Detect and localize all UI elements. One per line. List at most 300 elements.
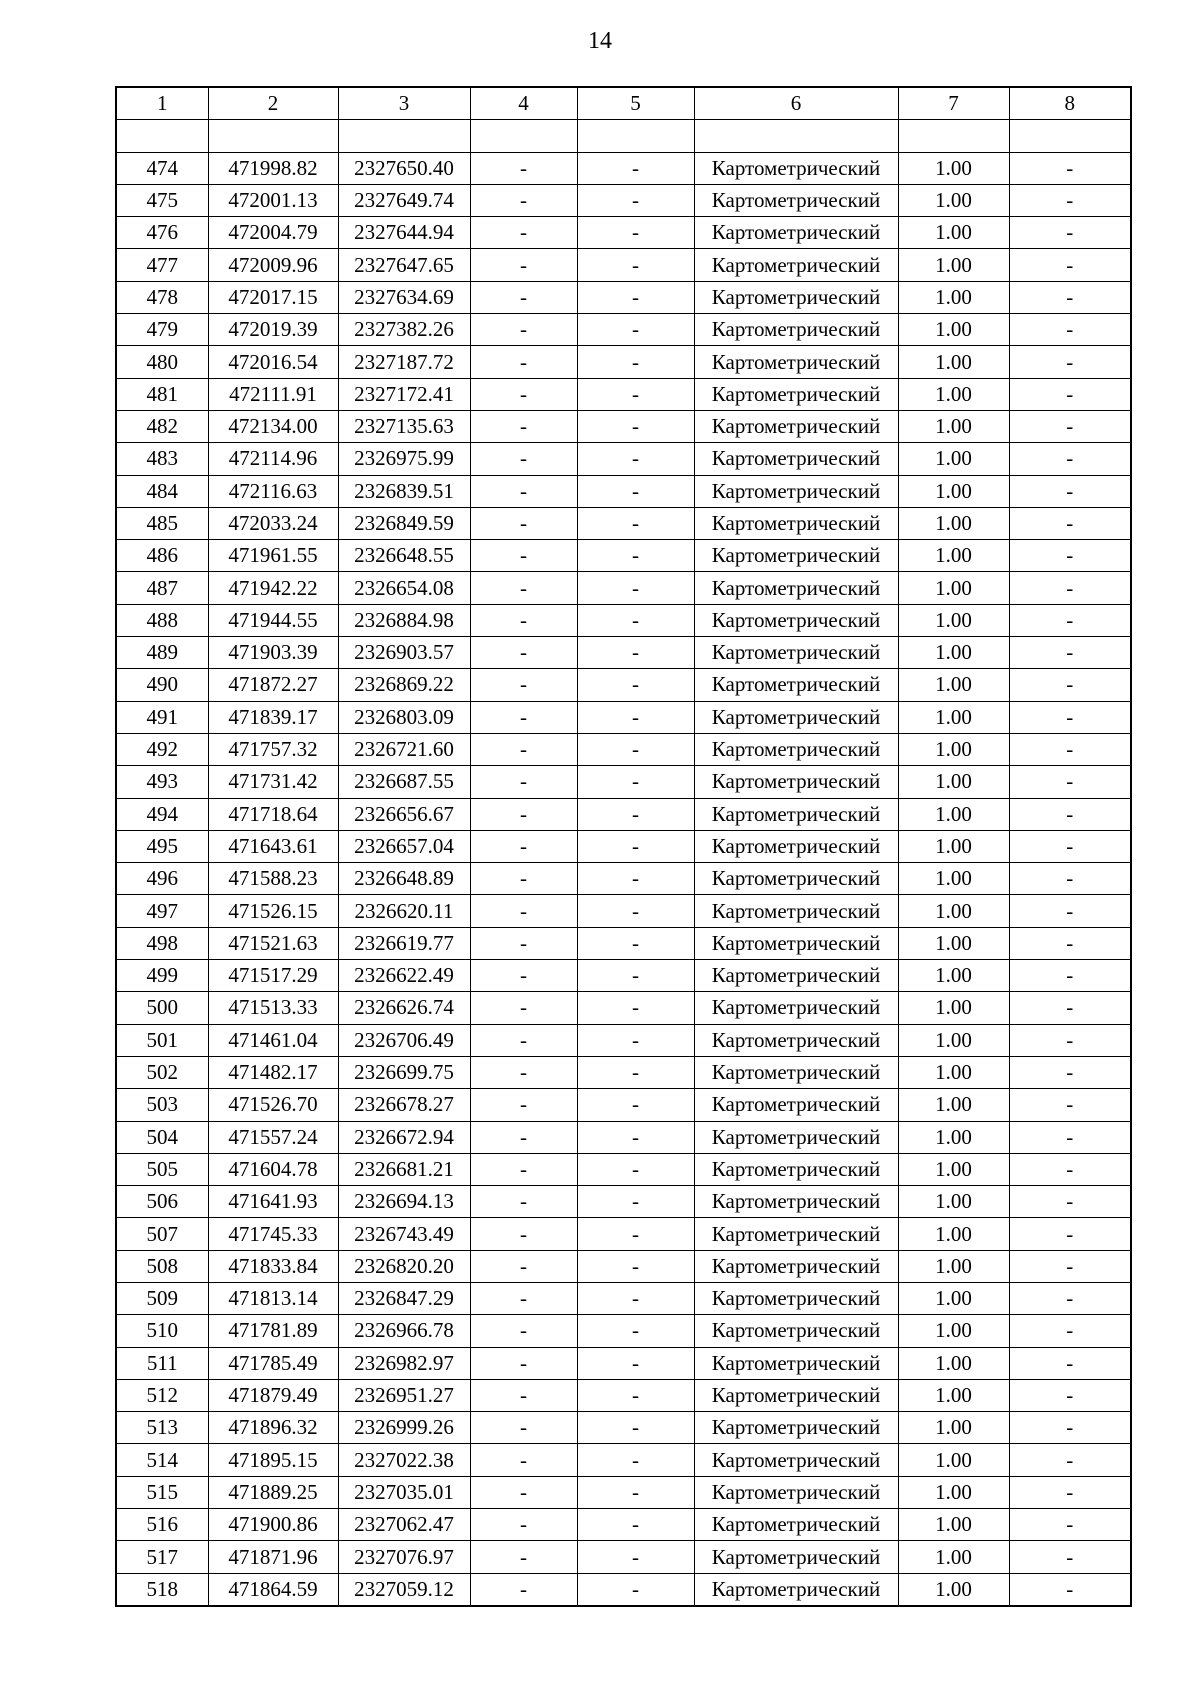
table-cell: 475 <box>116 184 208 216</box>
table-row <box>116 1153 1131 1185</box>
table-row <box>116 475 1131 507</box>
column-header: 8 <box>1009 87 1131 120</box>
table-row <box>116 701 1131 733</box>
table-cell: - <box>470 895 577 927</box>
column-header: 2 <box>208 87 338 120</box>
table-cell: 2327059.12 <box>338 1573 470 1606</box>
table-cell: - <box>470 992 577 1024</box>
table-cell: - <box>470 960 577 992</box>
table-cell: 2326654.08 <box>338 572 470 604</box>
table-cell: - <box>1009 217 1131 249</box>
table-cell: - <box>577 378 694 410</box>
table-cell: - <box>1009 475 1131 507</box>
table-cell: - <box>470 1444 577 1476</box>
table-cell: 2327172.41 <box>338 378 470 410</box>
table-cell: - <box>577 1379 694 1411</box>
table-cell: - <box>1009 1121 1131 1153</box>
table-cell: 471641.93 <box>208 1186 338 1218</box>
table-cell: 1.00 <box>898 830 1009 862</box>
table-cell: 471889.25 <box>208 1476 338 1508</box>
table-cell: - <box>1009 1509 1131 1541</box>
table-cell: - <box>577 960 694 992</box>
table-cell: 1.00 <box>898 152 1009 184</box>
table-cell: - <box>470 604 577 636</box>
table-cell: Картометрический <box>694 1573 898 1606</box>
empty-row <box>116 120 1131 152</box>
table-cell: 1.00 <box>898 475 1009 507</box>
table-cell: 1.00 <box>898 798 1009 830</box>
table-cell: - <box>577 1186 694 1218</box>
table-cell: 1.00 <box>898 346 1009 378</box>
table-cell: 1.00 <box>898 1056 1009 1088</box>
table-cell: - <box>1009 410 1131 442</box>
table-cell: - <box>577 798 694 830</box>
table-cell: Картометрический <box>694 152 898 184</box>
table-cell: - <box>577 733 694 765</box>
table-cell: 471482.17 <box>208 1056 338 1088</box>
table-cell: 1.00 <box>898 1121 1009 1153</box>
table-cell: 484 <box>116 475 208 507</box>
table-cell: Картометрический <box>694 1282 898 1314</box>
table-cell: 471871.96 <box>208 1541 338 1573</box>
table-cell: 501 <box>116 1024 208 1056</box>
table-cell: Картометрический <box>694 1476 898 1508</box>
table-cell: 502 <box>116 1056 208 1088</box>
table-cell: - <box>1009 604 1131 636</box>
table-cell: 2326839.51 <box>338 475 470 507</box>
table-cell: Картометрический <box>694 1315 898 1347</box>
table-cell: 2326699.75 <box>338 1056 470 1088</box>
table-cell: - <box>577 249 694 281</box>
table-cell: - <box>577 1347 694 1379</box>
table-cell: 492 <box>116 733 208 765</box>
table-cell: - <box>470 1412 577 1444</box>
table-cell: 2326820.20 <box>338 1250 470 1282</box>
empty-cell <box>1009 120 1131 152</box>
table-cell: Картометрический <box>694 733 898 765</box>
table-row <box>116 1347 1131 1379</box>
table-cell: - <box>1009 1412 1131 1444</box>
table-cell: 1.00 <box>898 733 1009 765</box>
empty-cell <box>577 120 694 152</box>
table-body <box>116 152 1131 1606</box>
table-cell: 471513.33 <box>208 992 338 1024</box>
table-row <box>116 1282 1131 1314</box>
table-row <box>116 410 1131 442</box>
table-cell: - <box>1009 1218 1131 1250</box>
table-cell: 491 <box>116 701 208 733</box>
table-cell: 504 <box>116 1121 208 1153</box>
table-cell: - <box>1009 281 1131 313</box>
table-row <box>116 733 1131 765</box>
table-cell: - <box>577 1573 694 1606</box>
table-cell: - <box>470 572 577 604</box>
table-cell: - <box>1009 830 1131 862</box>
table-cell: 497 <box>116 895 208 927</box>
table-cell: 2327022.38 <box>338 1444 470 1476</box>
table-cell: 486 <box>116 540 208 572</box>
table-cell: - <box>470 637 577 669</box>
table-cell: 1.00 <box>898 960 1009 992</box>
table-cell: 509 <box>116 1282 208 1314</box>
table-cell: - <box>577 1541 694 1573</box>
table-cell: - <box>577 1444 694 1476</box>
table-cell: - <box>1009 895 1131 927</box>
table-cell: - <box>577 1153 694 1185</box>
table-cell: 471757.32 <box>208 733 338 765</box>
table-cell: 483 <box>116 443 208 475</box>
table-cell: - <box>470 507 577 539</box>
table-cell: Картометрический <box>694 314 898 346</box>
table-cell: 1.00 <box>898 249 1009 281</box>
header-row <box>116 87 1131 120</box>
table-cell: - <box>1009 1315 1131 1347</box>
table-cell: 2326721.60 <box>338 733 470 765</box>
table-cell: 471781.89 <box>208 1315 338 1347</box>
table-cell: Картометрический <box>694 249 898 281</box>
table-cell: 1.00 <box>898 1444 1009 1476</box>
table-row <box>116 540 1131 572</box>
table-cell: - <box>470 1056 577 1088</box>
table-row <box>116 798 1131 830</box>
table-cell: 1.00 <box>898 1509 1009 1541</box>
table-cell: - <box>1009 152 1131 184</box>
table-cell: - <box>470 1121 577 1153</box>
table-cell: - <box>470 798 577 830</box>
table-cell: - <box>577 572 694 604</box>
table-cell: 2326648.89 <box>338 863 470 895</box>
table-cell: 482 <box>116 410 208 442</box>
table-cell: - <box>577 281 694 313</box>
table-cell: 472019.39 <box>208 314 338 346</box>
table-cell: - <box>577 1509 694 1541</box>
table-row <box>116 1024 1131 1056</box>
table-cell: Картометрический <box>694 281 898 313</box>
table-cell: - <box>1009 1024 1131 1056</box>
table-cell: 471461.04 <box>208 1024 338 1056</box>
table-cell: - <box>470 443 577 475</box>
table-cell: Картометрический <box>694 1153 898 1185</box>
table-cell: Картометрический <box>694 475 898 507</box>
table-cell: 516 <box>116 1509 208 1541</box>
table-cell: 477 <box>116 249 208 281</box>
table-cell: 2326884.98 <box>338 604 470 636</box>
table-cell: 2326648.55 <box>338 540 470 572</box>
table-row <box>116 507 1131 539</box>
table-cell: - <box>470 863 577 895</box>
table-cell: 471731.42 <box>208 766 338 798</box>
table-cell: 2327647.65 <box>338 249 470 281</box>
table-cell: - <box>470 1153 577 1185</box>
table-cell: - <box>577 1315 694 1347</box>
table-cell: 476 <box>116 217 208 249</box>
table-row <box>116 1186 1131 1218</box>
table-row <box>116 960 1131 992</box>
table-cell: 2327634.69 <box>338 281 470 313</box>
table-row <box>116 1315 1131 1347</box>
table-cell: - <box>1009 1444 1131 1476</box>
table-cell: 471839.17 <box>208 701 338 733</box>
table-cell: 2326803.09 <box>338 701 470 733</box>
table-cell: 500 <box>116 992 208 1024</box>
table-cell: 2326687.55 <box>338 766 470 798</box>
table-cell: 499 <box>116 960 208 992</box>
table-cell: - <box>470 1282 577 1314</box>
table-cell: - <box>1009 443 1131 475</box>
table-row <box>116 1573 1131 1606</box>
table-row <box>116 249 1131 281</box>
table-cell: 2327650.40 <box>338 152 470 184</box>
table-cell: 472114.96 <box>208 443 338 475</box>
table-cell: 2326672.94 <box>338 1121 470 1153</box>
table-cell: 1.00 <box>898 378 1009 410</box>
table-cell: 515 <box>116 1476 208 1508</box>
table-cell: - <box>577 152 694 184</box>
table-cell: Картометрический <box>694 1347 898 1379</box>
table-cell: - <box>470 766 577 798</box>
column-header: 1 <box>116 87 208 120</box>
table-cell: 472001.13 <box>208 184 338 216</box>
table-cell: 1.00 <box>898 637 1009 669</box>
table-cell: 505 <box>116 1153 208 1185</box>
table-cell: 472009.96 <box>208 249 338 281</box>
table-cell: - <box>577 927 694 959</box>
table-cell: 472016.54 <box>208 346 338 378</box>
table-cell: - <box>1009 1056 1131 1088</box>
table-row <box>116 314 1131 346</box>
table-cell: 2326951.27 <box>338 1379 470 1411</box>
table-cell: - <box>470 1315 577 1347</box>
table-cell: 478 <box>116 281 208 313</box>
table-cell: - <box>577 1476 694 1508</box>
table-row <box>116 637 1131 669</box>
table-cell: 1.00 <box>898 1250 1009 1282</box>
table-cell: 488 <box>116 604 208 636</box>
table-cell: 1.00 <box>898 443 1009 475</box>
table-cell: 481 <box>116 378 208 410</box>
table-cell: - <box>470 410 577 442</box>
table-cell: Картометрический <box>694 960 898 992</box>
table-cell: - <box>577 540 694 572</box>
table-cell: - <box>470 314 577 346</box>
table-cell: - <box>577 507 694 539</box>
table-cell: - <box>1009 572 1131 604</box>
table-cell: - <box>577 1282 694 1314</box>
table-cell: Картометрический <box>694 378 898 410</box>
table-cell: 2326626.74 <box>338 992 470 1024</box>
table-cell: 514 <box>116 1444 208 1476</box>
table-cell: - <box>577 895 694 927</box>
empty-cell <box>898 120 1009 152</box>
table-row <box>116 152 1131 184</box>
table-cell: Картометрический <box>694 410 898 442</box>
table-cell: Картометрический <box>694 1056 898 1088</box>
table-cell: - <box>577 637 694 669</box>
table-cell: Картометрический <box>694 830 898 862</box>
table-cell: - <box>470 540 577 572</box>
table-cell: 472116.63 <box>208 475 338 507</box>
table-cell: 471961.55 <box>208 540 338 572</box>
table-cell: - <box>470 346 577 378</box>
table-cell: - <box>577 1056 694 1088</box>
table-cell: 471588.23 <box>208 863 338 895</box>
table-cell: 2327062.47 <box>338 1509 470 1541</box>
table-cell: Картометрический <box>694 1412 898 1444</box>
table-cell: 2326657.04 <box>338 830 470 862</box>
table-cell: 1.00 <box>898 410 1009 442</box>
table-cell: - <box>577 217 694 249</box>
table-cell: - <box>470 475 577 507</box>
table-cell: - <box>470 1347 577 1379</box>
column-header: 6 <box>694 87 898 120</box>
table-cell: 1.00 <box>898 540 1009 572</box>
table-cell: 508 <box>116 1250 208 1282</box>
table-cell: - <box>577 1121 694 1153</box>
table-cell: 2327187.72 <box>338 346 470 378</box>
table-cell: Картометрический <box>694 604 898 636</box>
table-cell: Картометрический <box>694 798 898 830</box>
table-cell: 471900.86 <box>208 1509 338 1541</box>
table-cell: - <box>577 830 694 862</box>
table-cell: 512 <box>116 1379 208 1411</box>
table-cell: Картометрический <box>694 895 898 927</box>
table-cell: - <box>577 669 694 701</box>
table-cell: - <box>1009 1573 1131 1606</box>
table-cell: 471813.14 <box>208 1282 338 1314</box>
table-cell: 1.00 <box>898 1218 1009 1250</box>
table-row <box>116 927 1131 959</box>
table-row <box>116 604 1131 636</box>
table-cell: - <box>470 249 577 281</box>
table-cell: 1.00 <box>898 1089 1009 1121</box>
column-header: 3 <box>338 87 470 120</box>
table-cell: Картометрический <box>694 443 898 475</box>
table-cell: 511 <box>116 1347 208 1379</box>
table-row <box>116 1509 1131 1541</box>
table-row <box>116 1089 1131 1121</box>
empty-cell <box>116 120 208 152</box>
table-cell: Картометрический <box>694 1541 898 1573</box>
table-cell: - <box>470 927 577 959</box>
table-cell: 472033.24 <box>208 507 338 539</box>
table-cell: 480 <box>116 346 208 378</box>
table-cell: - <box>1009 378 1131 410</box>
table-row <box>116 1250 1131 1282</box>
table-cell: - <box>1009 184 1131 216</box>
table-cell: 472111.91 <box>208 378 338 410</box>
table-cell: - <box>470 1218 577 1250</box>
empty-cell <box>470 120 577 152</box>
table-cell: - <box>470 217 577 249</box>
table-cell: Картометрический <box>694 1444 898 1476</box>
table-cell: 1.00 <box>898 1282 1009 1314</box>
table-cell: - <box>1009 1379 1131 1411</box>
table-cell: 2326847.29 <box>338 1282 470 1314</box>
table-cell: 2326619.77 <box>338 927 470 959</box>
table-cell: - <box>1009 314 1131 346</box>
table-row <box>116 1379 1131 1411</box>
table-cell: 518 <box>116 1573 208 1606</box>
table-cell: 1.00 <box>898 766 1009 798</box>
table-row <box>116 346 1131 378</box>
table-cell: 1.00 <box>898 992 1009 1024</box>
table-cell: - <box>1009 669 1131 701</box>
table-cell: Картометрический <box>694 1218 898 1250</box>
table-cell: - <box>1009 540 1131 572</box>
table-cell: - <box>470 1089 577 1121</box>
table-cell: - <box>470 1379 577 1411</box>
table-cell: - <box>470 701 577 733</box>
table-cell: Картометрический <box>694 1509 898 1541</box>
table-cell: - <box>470 669 577 701</box>
table-cell: 1.00 <box>898 1315 1009 1347</box>
table-cell: Картометрический <box>694 540 898 572</box>
table-cell: 2326656.67 <box>338 798 470 830</box>
table-cell: 1.00 <box>898 604 1009 636</box>
page-number: 14 <box>588 28 612 54</box>
table-cell: - <box>1009 701 1131 733</box>
table-cell: 485 <box>116 507 208 539</box>
coordinates-table <box>115 86 1132 1607</box>
table-cell: - <box>577 346 694 378</box>
table-cell: 1.00 <box>898 669 1009 701</box>
table-cell: 1.00 <box>898 927 1009 959</box>
table-cell: 1.00 <box>898 863 1009 895</box>
table-cell: Картометрический <box>694 927 898 959</box>
table-cell: 2326694.13 <box>338 1186 470 1218</box>
table-cell: Картометрический <box>694 701 898 733</box>
table-cell: 1.00 <box>898 701 1009 733</box>
table-cell: Картометрический <box>694 1186 898 1218</box>
table-row <box>116 184 1131 216</box>
table-cell: 472134.00 <box>208 410 338 442</box>
table-cell: - <box>577 1024 694 1056</box>
table-cell: - <box>1009 346 1131 378</box>
table-cell: - <box>1009 1089 1131 1121</box>
table-cell: - <box>470 733 577 765</box>
table-cell: 1.00 <box>898 184 1009 216</box>
table-cell: 2326678.27 <box>338 1089 470 1121</box>
table-cell: 1.00 <box>898 1186 1009 1218</box>
table-cell: - <box>1009 960 1131 992</box>
table-row <box>116 1541 1131 1573</box>
table-cell: 2326706.49 <box>338 1024 470 1056</box>
table-cell: 506 <box>116 1186 208 1218</box>
table-cell: - <box>470 1573 577 1606</box>
table-cell: - <box>577 1218 694 1250</box>
table-cell: 1.00 <box>898 1153 1009 1185</box>
table-cell: - <box>470 1024 577 1056</box>
table-row <box>116 1121 1131 1153</box>
table-cell: Картометрический <box>694 1121 898 1153</box>
table-cell: - <box>577 184 694 216</box>
table-cell: 513 <box>116 1412 208 1444</box>
table-cell: 507 <box>116 1218 208 1250</box>
column-header: 5 <box>577 87 694 120</box>
table-cell: - <box>577 604 694 636</box>
table-cell: 471903.39 <box>208 637 338 669</box>
table-cell: 471896.32 <box>208 1412 338 1444</box>
table-cell: Картометрический <box>694 637 898 669</box>
empty-cell <box>208 120 338 152</box>
table-cell: 471526.70 <box>208 1089 338 1121</box>
table-cell: 472017.15 <box>208 281 338 313</box>
table-cell: - <box>1009 637 1131 669</box>
table-cell: 1.00 <box>898 572 1009 604</box>
table-cell: - <box>577 1089 694 1121</box>
table-cell: - <box>577 1250 694 1282</box>
table-cell: 471944.55 <box>208 604 338 636</box>
